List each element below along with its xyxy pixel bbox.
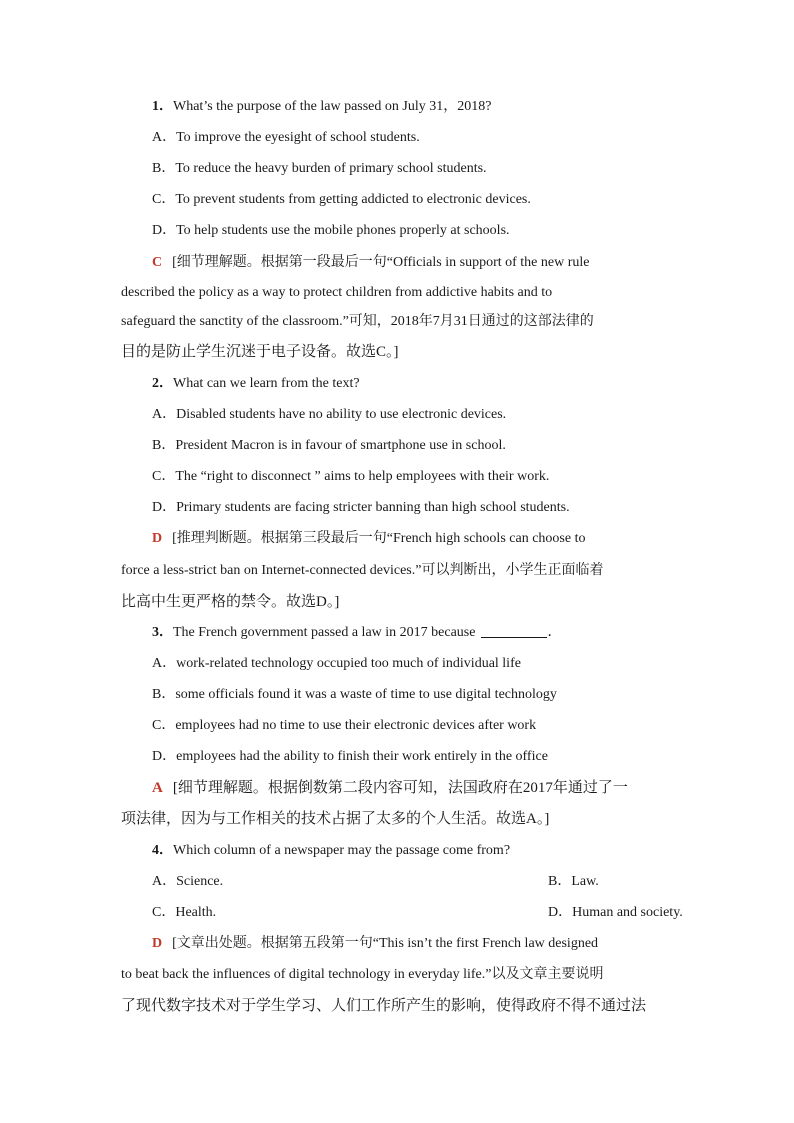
question-4-option-a: A．Science.	[152, 874, 224, 889]
question-1-explanation-line: 目的是防止学生沉迷于电子设备。故选C。]	[121, 344, 399, 360]
question-4-stem	[152, 841, 794, 861]
answer-key: D	[152, 936, 163, 951]
question-text: What can we learn from the text?	[173, 376, 360, 391]
question-1-option-d: D．To help students use the mobile phones properly at schools.	[152, 223, 510, 238]
question-1-explanation-line: safeguard the sanctity of the classroom.”可知，2018年7月31日通过的这部法律的	[121, 314, 594, 329]
question-2-explanation-line	[152, 529, 673, 549]
question-1-explanation-line	[152, 253, 673, 273]
question-1-option-a: A．To improve the eyesight of school students.	[152, 130, 420, 145]
question-text: Which column of a newspaper may the passage come from?	[173, 843, 511, 858]
question-2-option-b: B．President Macron is in favour of smartphone use in school.	[152, 438, 506, 453]
question-number: 3．	[152, 625, 173, 640]
question-1-option-b: B．To reduce the heavy burden of primary school students.	[152, 161, 487, 176]
question-3-option-d: D．employees had the ability to finish their work entirely in the office	[152, 749, 548, 764]
explanation-text: [细节理解题。根据第一段最后一句“Officials in support of the new rule	[172, 255, 590, 270]
question-1-stem	[152, 97, 794, 117]
question-4-explanation-line	[152, 934, 673, 954]
explanation-text: [推理判断题。根据第三段最后一句“French high schools can choose to	[172, 531, 586, 546]
question-text: What’s the purpose of the law passed on July 31，2018?	[173, 99, 492, 114]
question-2-explanation-line: 比高中生更严格的禁令。故选D。]	[121, 594, 340, 610]
question-2-option-c: C．The “right to disconnect ” aims to help employees with their work.	[152, 469, 550, 484]
question-3-option-b: B．some officials found it was a waste of time to use digital technology	[152, 687, 557, 702]
question-number: 4．	[152, 843, 173, 858]
answer-blank	[481, 623, 547, 638]
question-2-option-d: D．Primary students are facing stricter banning than high school students.	[152, 500, 570, 515]
question-text: The French government passed a law in 2017 because	[173, 625, 476, 640]
answer-key: A	[152, 780, 163, 796]
question-3-option-c: C．employees had no time to use their electronic devices after work	[152, 718, 537, 733]
question-4-option-c: C．Health.	[152, 905, 217, 920]
question-3-stem	[152, 623, 794, 643]
question-3-explanation-line: 项法律，因为与工作相关的技术占据了太多的个人生活。故选A。]	[121, 811, 550, 827]
question-4-explanation-line: 了现代数字技术对于学生学习、人们工作所产生的影响，使得政府不得不通过法	[121, 998, 647, 1014]
answer-key: D	[152, 531, 163, 546]
question-number: 2．	[152, 376, 173, 391]
answer-key: C	[152, 255, 163, 270]
question-3-explanation-line	[152, 778, 673, 798]
question-4-option-row	[152, 872, 794, 892]
question-2-explanation-line: force a less-strict ban on Internet-connected devices.”可以判断出，小学生正面临着	[121, 563, 604, 578]
question-4-explanation-line: to beat back the influences of digital technology in everyday life.”以及文章主要说明	[121, 967, 604, 982]
question-number: 1．	[152, 99, 173, 114]
question-end: ．	[547, 625, 562, 640]
explanation-text: [细节理解题。根据倒数第二段内容可知，法国政府在2017年通过了一	[172, 780, 628, 796]
question-4-option-row	[152, 903, 794, 923]
question-1-option-c: C．To prevent students from getting addicted to electronic devices.	[152, 192, 531, 207]
question-4-option-d: D．Human and society.	[548, 905, 683, 920]
question-1-explanation-line: described the policy as a way to protect children from addictive habits and to	[121, 285, 553, 300]
question-3-option-a: A．work-related technology occupied too much of individual life	[152, 656, 521, 671]
explanation-text: [文章出处题。根据第五段第一句“This isn’t the first French law designed	[172, 936, 599, 951]
question-2-option-a: A．Disabled students have no ability to use electronic devices.	[152, 407, 507, 422]
question-2-stem	[152, 374, 794, 394]
question-4-option-b: B．Law.	[548, 874, 599, 889]
